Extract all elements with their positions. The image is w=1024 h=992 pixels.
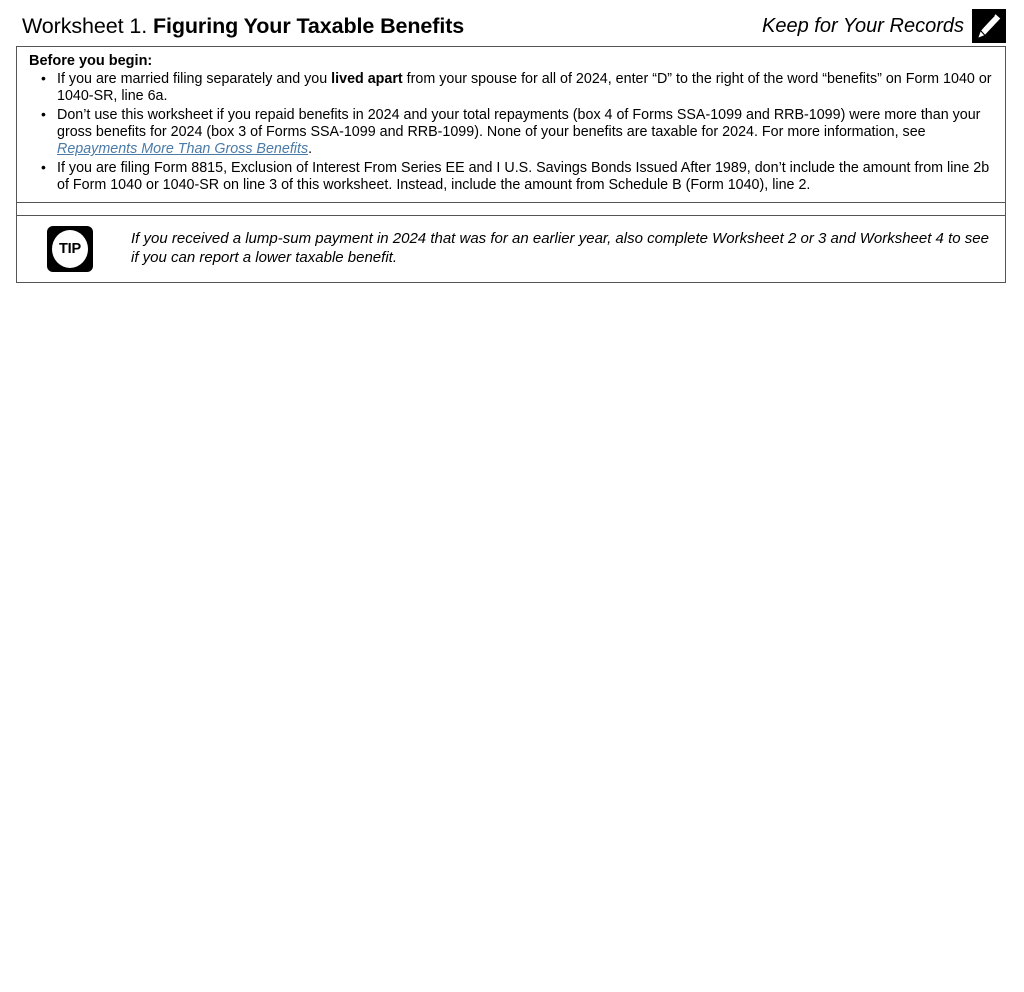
worksheet-title: Figuring Your Taxable Benefits: [152, 13, 465, 38]
before-you-begin-item: • If you are filing Form 8815, Exclusion of Interest From Series EE and I U.S. Savings Bonds Issued After 1989, don’t include the amount from line 2b of Form 1040 or 1040-SR on line 3 of this worksheet. Instead, include the amount from Schedule B (Form 1040), line 2.: [29, 160, 995, 195]
tip-icon: [47, 226, 93, 272]
worksheet-header: [0, 0, 1024, 46]
worksheet-frame: [16, 46, 1006, 283]
before-you-begin-list: [29, 71, 995, 194]
tip-icon-label: TIP: [52, 230, 88, 268]
pen-icon: [972, 9, 1006, 43]
tip-text: If you received a lump-sum payment in 2024 that was for an earlier year, also complete Worksheet 2 or 3 and Worksheet 4 to see if you can report a lower taxable benefit.: [131, 230, 989, 267]
tip-box: [17, 215, 1005, 282]
before-you-begin-item: • Don’t use this worksheet if you repaid benefits in 2024 and your total repayments (box 4 of Forms SSA-1099 and RRB-1099) were more than your gross benefits for 2024 (box 3 of Forms SSA-1099 and RRB-1099). None of your benefits are taxable for 2024. For more information, see Repayments More Than Gross Benefits.: [29, 107, 995, 159]
page-title: [22, 14, 464, 39]
keep-for-records-label: Keep for Your Records: [762, 14, 964, 37]
before-you-begin-box: [17, 47, 1005, 203]
worksheet-number: Worksheet 1.: [22, 13, 148, 38]
before-you-begin-heading: Before you begin:: [29, 53, 153, 69]
repayments-link[interactable]: Repayments More Than Gross Benefits: [57, 141, 309, 158]
before-you-begin-item: • If you are married filing separately and you lived apart from your spouse for all of 2024, enter “D” to the right of the word “benefits” on Form 1040 or 1040-SR, line 6a.: [29, 71, 995, 106]
worksheet-lines: [17, 203, 1005, 215]
keep-for-records-block: [762, 9, 1006, 43]
